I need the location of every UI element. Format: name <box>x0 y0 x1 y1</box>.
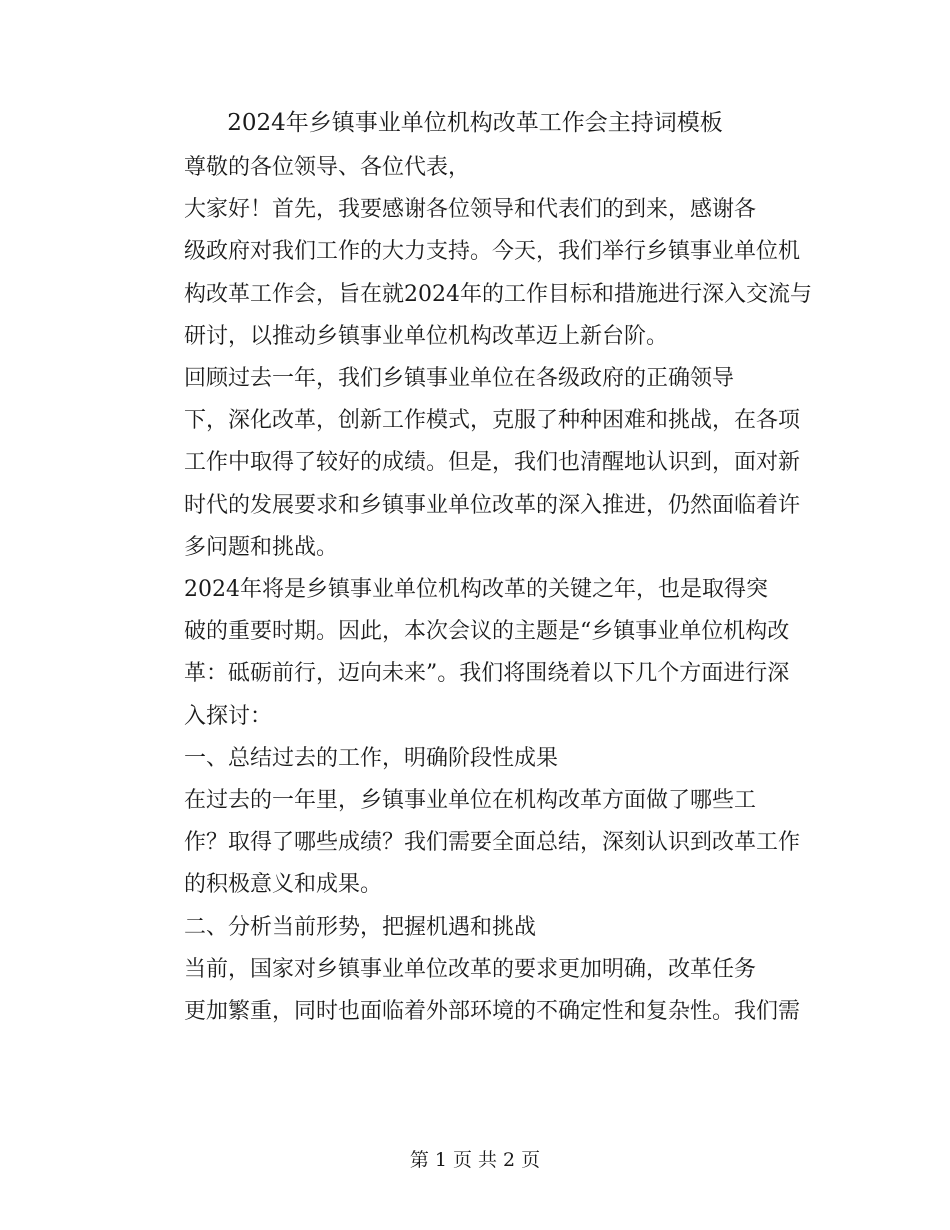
paragraph-line: 更加繁重，同时也面临着外部环境的不确定性和复杂性。我们需 <box>184 999 801 1025</box>
paragraph-line: 入探讨： <box>184 703 273 729</box>
paragraph-line: 回顾过去一年，我们乡镇事业单位在各级政府的正确领导 <box>184 366 735 392</box>
paragraph-line: 下，深化改革，创新工作模式，克服了种种困难和挑战，在各项 <box>184 408 801 434</box>
paragraph <box>140 780 810 907</box>
paragraph <box>140 907 810 949</box>
page-footer: 第 1 页 共 2 页 <box>409 1149 541 1171</box>
paragraph <box>140 949 810 1033</box>
paragraph-line: 级政府对我们工作的大力支持。今天，我们举行乡镇事业单位机 <box>184 239 801 265</box>
paragraph-line: 当前，国家对乡镇事业单位改革的要求更加明确，改革任务 <box>184 956 757 982</box>
paragraph <box>140 358 810 569</box>
paragraph <box>140 569 810 738</box>
paragraph-line: 2024年将是乡镇事业单位机构改革的关键之年，也是取得突 <box>184 577 768 603</box>
document-title: 2024年乡镇事业单位机构改革工作会主持词模板 <box>227 110 723 136</box>
document-body <box>140 147 810 1033</box>
paragraph <box>140 738 810 780</box>
paragraph-line: 的积极意义和成果。 <box>184 872 383 898</box>
paragraph <box>140 147 810 189</box>
paragraph-line: 作？取得了哪些成绩？我们需要全面总结，深刻认识到改革工作 <box>184 830 801 856</box>
paragraph-line: 在过去的一年里，乡镇事业单位在机构改革方面做了哪些工 <box>184 788 757 814</box>
paragraph-line: 构改革工作会，旨在就2024年的工作目标和措施进行深入交流与 <box>184 281 812 307</box>
paragraph <box>140 189 810 358</box>
paragraph-line: 二、分析当前形势，把握机遇和挑战 <box>184 914 537 940</box>
paragraph-line: 时代的发展要求和乡镇事业单位改革的深入推进，仍然面临着许 <box>184 492 801 518</box>
paragraph-line: 破的重要时期。因此，本次会议的主题是“乡镇事业单位机构改 <box>184 619 790 645</box>
paragraph-line: 研讨，以推动乡镇事业单位机构改革迈上新台阶。 <box>184 323 669 349</box>
paragraph-line: 尊敬的各位领导、各位代表， <box>184 155 471 180</box>
paragraph-line: 大家好！首先，我要感谢各位领导和代表们的到来，感谢各 <box>184 197 757 223</box>
paragraph-line: 多问题和挑战。 <box>184 534 339 560</box>
paragraph-line: 一、总结过去的工作，明确阶段性成果 <box>184 745 559 771</box>
paragraph-line: 工作中取得了较好的成绩。但是，我们也清醒地认识到，面对新 <box>184 450 801 476</box>
paragraph-line: 革：砥砺前行，迈向未来”。我们将围绕着以下几个方面进行深 <box>184 661 790 687</box>
